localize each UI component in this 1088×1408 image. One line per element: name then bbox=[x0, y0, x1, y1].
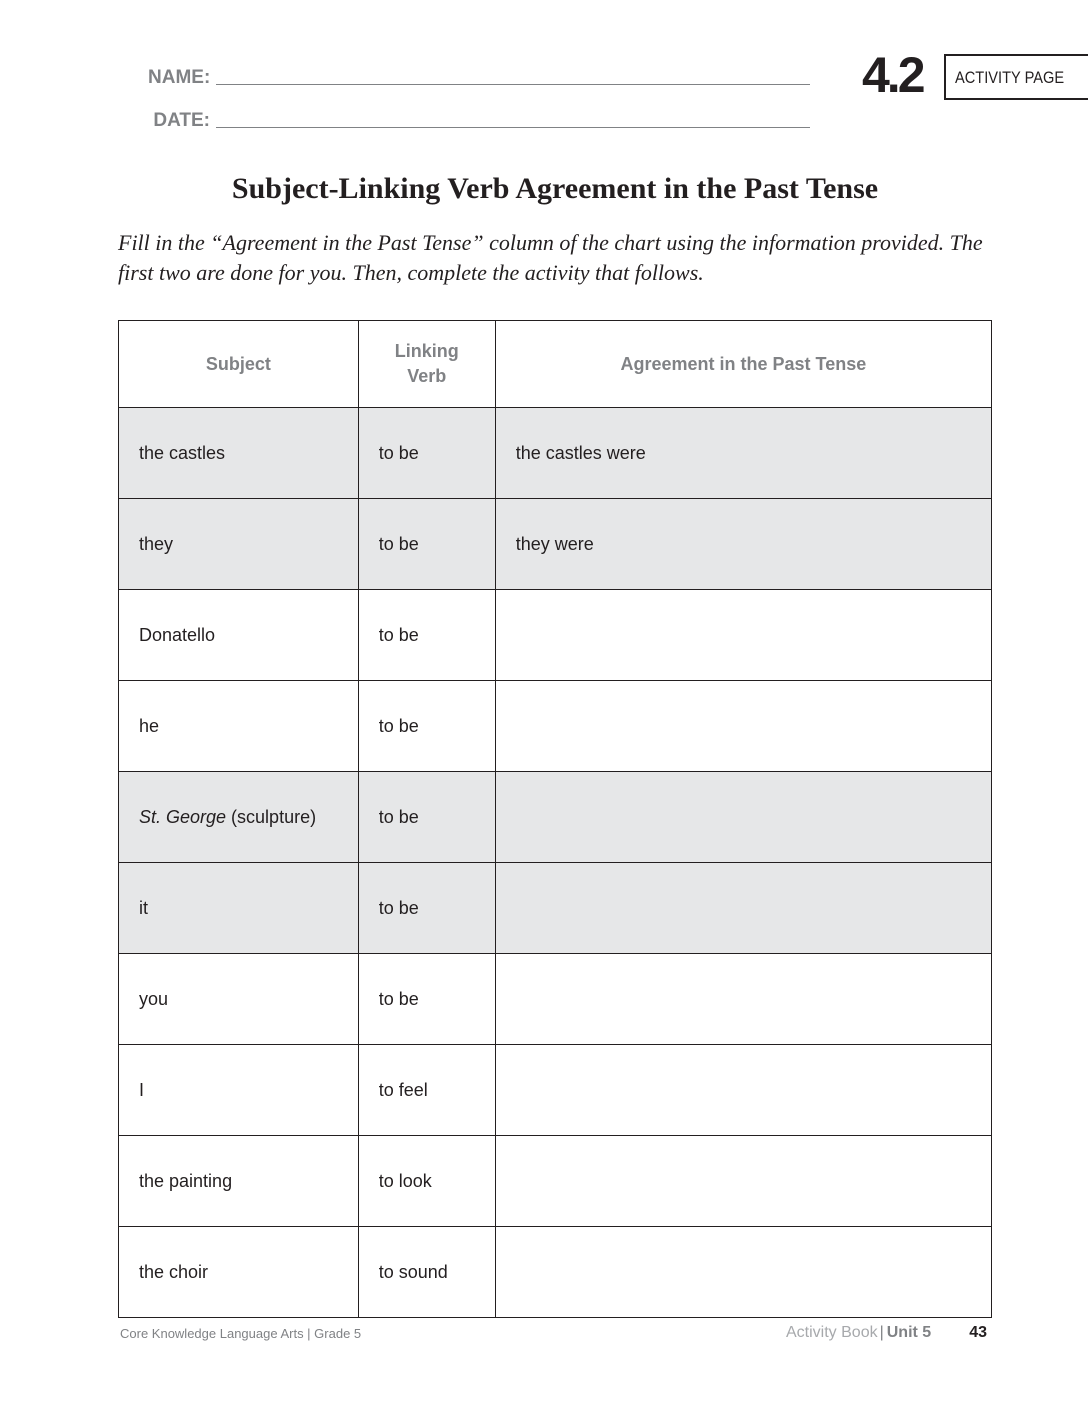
name-line[interactable] bbox=[216, 84, 810, 85]
agreement-cell: they were bbox=[495, 499, 991, 590]
linking-verb-cell: to be bbox=[358, 499, 495, 590]
subject-cell: the castles bbox=[119, 408, 359, 499]
page-number: 43 bbox=[969, 1324, 987, 1341]
subject-cell: the painting bbox=[119, 1136, 359, 1227]
linking-verb-cell: to feel bbox=[358, 1045, 495, 1136]
subject-cell: he bbox=[119, 681, 359, 772]
linking-verb-cell: to sound bbox=[358, 1227, 495, 1318]
footer-separator: | bbox=[879, 1324, 884, 1341]
table-row bbox=[119, 499, 992, 590]
linking-verb-cell: to look bbox=[358, 1136, 495, 1227]
name-label: NAME: bbox=[148, 67, 211, 88]
linking-verb-cell: to be bbox=[358, 954, 495, 1045]
subject-cell bbox=[119, 772, 359, 863]
agreement-table bbox=[118, 320, 992, 1318]
subject-rest: (sculpture) bbox=[226, 806, 317, 827]
table-row bbox=[119, 1045, 992, 1136]
footer-book-info bbox=[786, 1324, 987, 1342]
header-agreement: Agreement in the Past Tense bbox=[495, 321, 991, 408]
table-row bbox=[119, 863, 992, 954]
subject-cell: you bbox=[119, 954, 359, 1045]
table-row bbox=[119, 681, 992, 772]
footer-book: Activity Book bbox=[786, 1324, 878, 1341]
agreement-cell[interactable] bbox=[495, 863, 991, 954]
table-body bbox=[119, 408, 992, 1318]
table-row bbox=[119, 590, 992, 681]
table-row bbox=[119, 772, 992, 863]
agreement-cell[interactable] bbox=[495, 772, 991, 863]
agreement-cell[interactable] bbox=[495, 681, 991, 772]
agreement-cell: the castles were bbox=[495, 408, 991, 499]
agreement-cell[interactable] bbox=[495, 590, 991, 681]
subject-cell: the choir bbox=[119, 1227, 359, 1318]
subject-cell: I bbox=[119, 1045, 359, 1136]
table-row bbox=[119, 954, 992, 1045]
agreement-cell[interactable] bbox=[495, 1045, 991, 1136]
header-linking-verb bbox=[358, 321, 495, 408]
subject-cell: Donatello bbox=[119, 590, 359, 681]
linking-verb-cell: to be bbox=[358, 681, 495, 772]
subject-title-italic: St. George bbox=[139, 806, 227, 827]
table-row bbox=[119, 1136, 992, 1227]
header-linking-verb-text: Linking Verb bbox=[394, 341, 459, 386]
page-title: Subject-Linking Verb Agreement in the Past Tense bbox=[231, 172, 879, 205]
table-header-row bbox=[119, 321, 992, 408]
date-label: DATE: bbox=[153, 110, 210, 131]
linking-verb-cell: to be bbox=[358, 863, 495, 954]
activity-page-label bbox=[944, 54, 1088, 100]
table-row bbox=[119, 408, 992, 499]
footer-unit: Unit 5 bbox=[886, 1324, 932, 1341]
linking-verb-cell: to be bbox=[358, 772, 495, 863]
footer-series: Core Knowledge Language Arts | Grade 5 bbox=[120, 1326, 362, 1341]
header-subject: Subject bbox=[119, 321, 359, 408]
instructions: Fill in the “Agreement in the Past Tense” column of the chart using the information provided. The first two are done for you. Then, complete the activity that follows. bbox=[118, 230, 983, 285]
agreement-cell[interactable] bbox=[495, 954, 991, 1045]
linking-verb-cell: to be bbox=[358, 408, 495, 499]
subject-cell: it bbox=[119, 863, 359, 954]
subject-cell: they bbox=[119, 499, 359, 590]
date-line[interactable] bbox=[216, 127, 810, 128]
activity-number: 4.2 bbox=[862, 47, 923, 103]
activity-page-text: ACTIVITY PAGE bbox=[955, 68, 1065, 87]
linking-verb-cell: to be bbox=[358, 590, 495, 681]
name-field bbox=[148, 68, 810, 87]
table-row bbox=[119, 1227, 992, 1318]
agreement-cell[interactable] bbox=[495, 1227, 991, 1318]
agreement-cell[interactable] bbox=[495, 1136, 991, 1227]
date-field bbox=[148, 111, 810, 130]
